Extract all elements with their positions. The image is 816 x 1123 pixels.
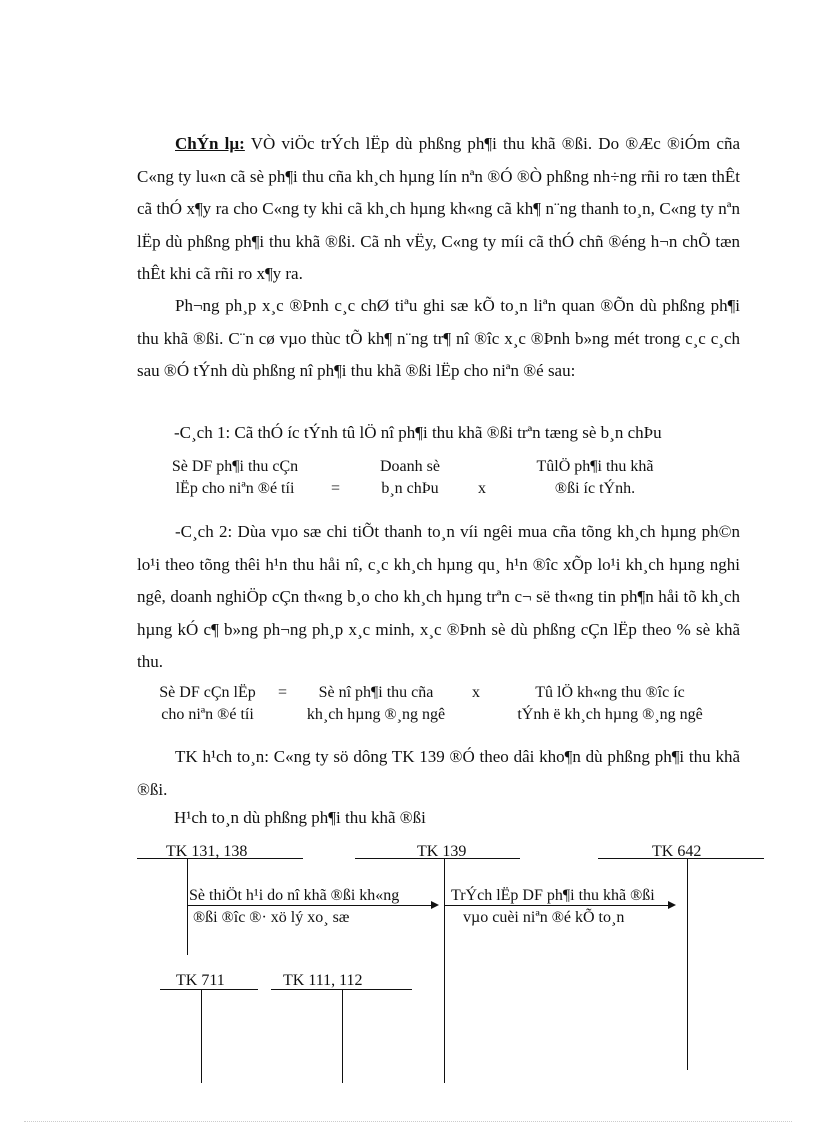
paragraph-1-text: VÒ viÖc trÝch lËp dù phßng ph¶i thu khã ®ßi. Do ®Æc ®iÓm cña C«ng ty lu«n cã sè ph¶i thu cña kh¸ch hµng lín nªn ®Ó ®Ò phßng nh÷ng rñi ro tæn thÊt cã thÓ x¶y ra cho C«ng ty khi cã kh¸ch hµng kh«ng cã kh¶ n¨ng thanh to¸n, C«ng ty nªn lËp dù phßng ph¶i thu khã ®ßi. Cã nh vËy, C«ng ty míi cã thÓ chñ ®éng h¬n chÕ tæn thÊt khi cã rñi ro x¶y ra. xyxy=(137,134,740,283)
paragraph-2 xyxy=(137,290,740,388)
account-line-642 xyxy=(598,858,764,859)
formula-1-term-1b: lËp cho niªn ®é tíi xyxy=(175,480,295,497)
arrow-2-label xyxy=(451,885,655,929)
arrow-1 xyxy=(187,905,437,906)
paragraph-1 xyxy=(137,128,740,291)
formula-2-term-1a: Sè DF cÇn lËp xyxy=(159,684,256,701)
paragraph-title: ChÝn lµ: xyxy=(175,134,245,153)
formula-2-equals: = xyxy=(278,684,288,701)
formula-2-term-3a: Tû lÖ kh«ng thu ®îc íc xyxy=(535,684,685,701)
arrow-2-label-line-1: TrÝch lËp DF ph¶i thu khã ®ßi xyxy=(451,887,655,904)
account-vline-139 xyxy=(444,858,445,1083)
account-line-711 xyxy=(160,989,258,990)
formula-1-term-1a: Sè DF ph¶i thu cÇn xyxy=(171,458,299,475)
arrow-1-label-line-1: Sè thiÖt h¹i do nî khã ®ßi kh«ng xyxy=(189,887,400,904)
formula-2-times: x xyxy=(472,684,480,701)
account-line-139 xyxy=(355,858,520,859)
arrow-2 xyxy=(444,905,674,906)
paragraph-3 xyxy=(137,741,740,806)
account-label-642: TK 642 xyxy=(652,843,702,860)
paragraph-3-text: TK h¹ch to¸n: C«ng ty sö dông TK 139 ®Ó theo dâi kho¶n dù phßng ph¶i thu khã ®ßi. xyxy=(137,747,740,799)
account-vline-131-138 xyxy=(187,858,188,955)
formula-2-term-2a: Sè nî ph¶i thu cña xyxy=(318,684,434,701)
formula-1-term-2b: b¸n chÞu xyxy=(381,480,439,497)
account-vline-711 xyxy=(201,989,202,1083)
formula-2-term-1b: cho niªn ®é tíi xyxy=(161,706,254,723)
arrow-1-label-line-2: ®ßi ®îc ®· xö lý xo¸ sæ xyxy=(193,909,350,926)
method-2-text: -C¸ch 2: Dùa vµo sæ chi tiÕt thanh to¸n víi ngêi mua cña tõng kh¸ch hµng ph©n lo¹i theo tõng thêi h¹n thu håi nî, c¸c kh¸ch hµng qu¸ h¹n ®îc xÕp lo¹i kh¸ch hµng nghi ngê, doanh nghiÖp cÇn th«ng b¸o cho kh¸ch hµng trªn c¬ së th«ng tin ph¶n håi tõ kh¸ch hµng kÓ c¶ b»ng ph¬ng ph¸p x¸c minh, x¸c ®Þnh sè dù phßng cÇn lËp theo % sè khã thu. xyxy=(137,522,740,671)
formula-2-term-3b: tÝnh ë kh¸ch hµng ®¸ng ngê xyxy=(517,706,703,723)
formula-1-equals: = xyxy=(331,480,341,497)
formula-2 xyxy=(0,682,816,728)
account-label-131-138: TK 131, 138 xyxy=(166,843,248,860)
method-2 xyxy=(137,516,740,679)
account-label-139: TK 139 xyxy=(417,843,467,860)
formula-1-term-3a: TûlÖ ph¶i thu khã xyxy=(536,458,654,475)
account-line-131-138 xyxy=(137,858,303,859)
account-label-711: TK 711 xyxy=(176,972,225,989)
account-vline-111-112 xyxy=(342,989,343,1083)
formula-1-term-2a: Doanh sè xyxy=(380,458,440,475)
formula-1-term-3b: ®ßi íc tÝnh. xyxy=(554,480,636,497)
diagram-title: H¹ch to¸n dù phßng ph¶i thu khã ®ßi xyxy=(174,808,426,827)
arrow-2-label-line-2: vµo cuèi niªn ®é kÕ to¸n xyxy=(463,909,625,926)
formula-2-term-2b: kh¸ch hµng ®¸ng ngê xyxy=(306,706,446,723)
paragraph-2-text: Ph¬ng ph¸p x¸c ®Þnh c¸c chØ tiªu ghi sæ kÕ to¸n liªn quan ®Õn dù phßng ph¶i thu khã ®ßi. C¨n cø vµo thùc tÕ kh¶ n¨ng tr¶ nî ®îc x¸c ®Þnh b»ng mét trong c¸c c¸ch sau ®Ó tÝnh dù phßng nî ph¶i thu khã ®ßi lËp cho niªn ®é sau: xyxy=(137,296,740,380)
method-1: -C¸ch 1: Cã thÓ íc tÝnh tû lÖ nî ph¶i thu khã ®ßi trªn tæng sè b¸n chÞu xyxy=(174,423,662,442)
formula-1 xyxy=(0,456,816,502)
arrow-1-label xyxy=(189,885,399,929)
page-bottom-border xyxy=(24,1121,792,1122)
formula-1-times: x xyxy=(478,480,486,497)
account-vline-642 xyxy=(687,858,688,1070)
account-label-111-112: TK 111, 112 xyxy=(283,972,363,989)
